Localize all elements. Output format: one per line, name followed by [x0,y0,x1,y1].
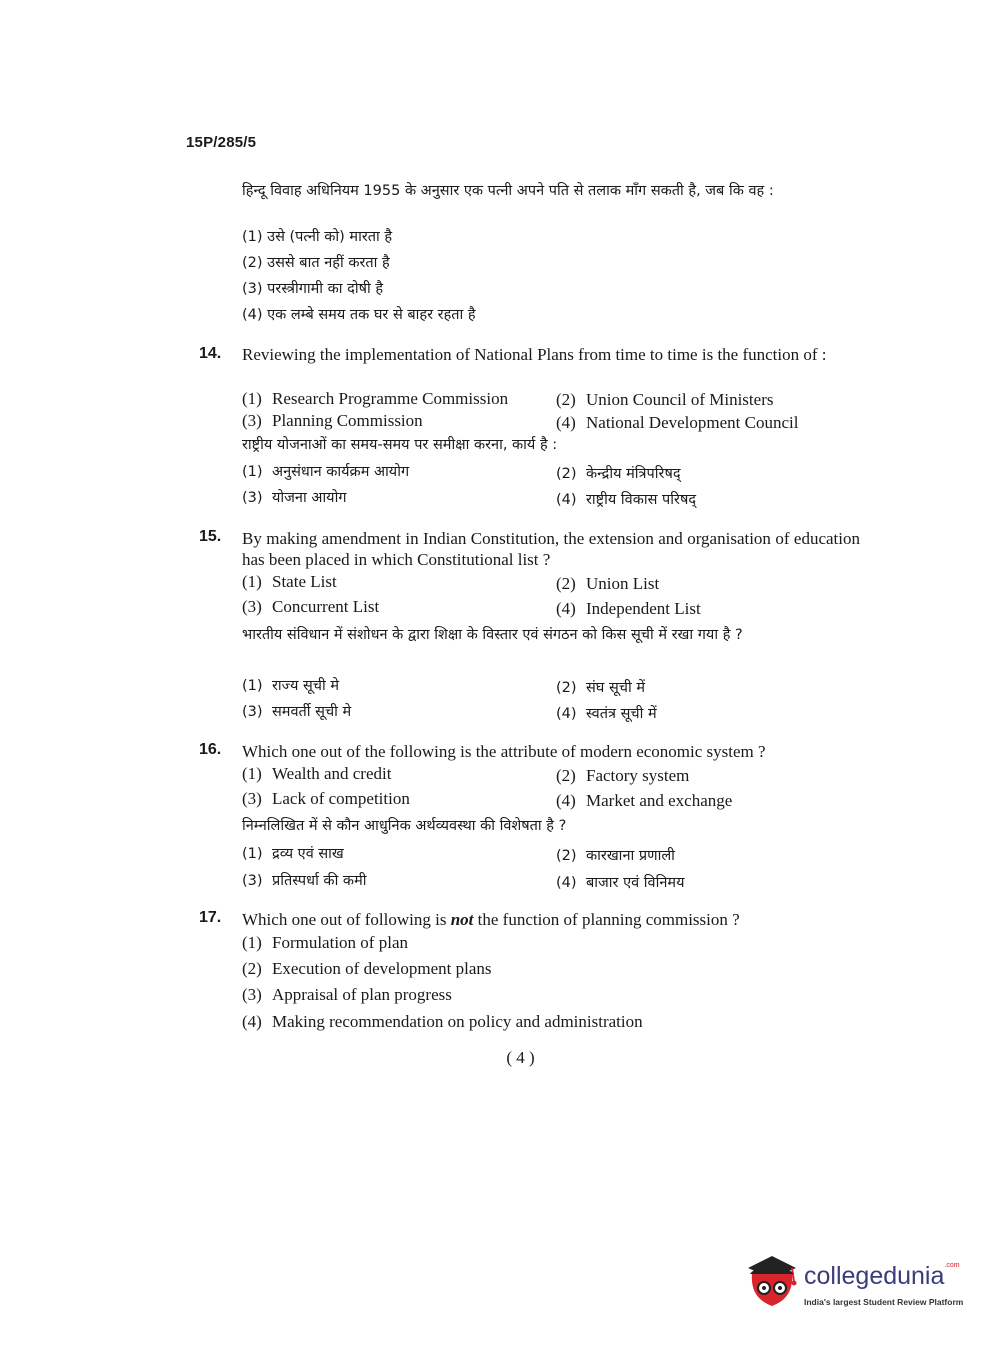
q16-option-3-hindi: (3) प्रतिस्पर्धा की कमी [242,873,367,889]
q16-option-2: (2) Factory system [556,766,690,785]
q15-option-1-hindi: (1) राज्य सूची मे [242,678,340,694]
q15-option-2: (2) Union List [556,574,660,593]
page-number: ( 4 ) [506,1048,535,1067]
q16-option-2-hindi: (2) कारखाना प्रणाली [556,848,675,864]
q14-option-1-hindi: (1) अनुसंधान कार्यक्रम आयोग [242,464,410,480]
q16-option-1-hindi: (1) द्रव्य एवं साख [242,846,344,862]
q15-option-3-hindi: (3) समवर्ती सूची मे [242,704,352,720]
q16-stem-hindi: निम्नलिखित में से कौन आधुनिक अर्थव्यवस्था की विशेषता है ? [242,818,567,834]
brand-name: collegedunia$^{.com}$ [804,1262,960,1290]
q14-number: 14. [199,345,222,362]
q13-stem-hindi: हिन्दू विवाह अधिनियम 1955 के अनुसार एक पत्नी अपने पति से तलाक माँग सकती है, जब कि वह : [242,183,774,199]
q15-stem: By making amendment in Indian Constitution, the extension and organisation of education has been placed in which Constitutional list ? [242,529,860,569]
q16-option-3: (3) Lack of competition [242,789,410,808]
q16-number: 16. [199,741,222,758]
q16-option-1: (1) Wealth and credit [242,764,392,783]
q15-option-1: (1) State List [242,572,337,591]
q16-option-4-hindi: (4) बाजार एवं विनिमय [556,875,685,891]
q13-option-4-hindi: (4) एक लम्बे समय तक घर से बाहर रहता है [242,307,476,323]
q14-option-4: (4) National Development Council [556,413,799,432]
mascot-icon [742,1250,802,1312]
q15-option-4: (4) Independent List [556,599,701,618]
q17-option-3: (3) Appraisal of plan progress [242,985,452,1004]
q16-option-4: (4) Market and exchange [556,791,733,810]
q14-option-2: (2) Union Council of Ministers [556,390,774,409]
q15-option-4-hindi: (4) स्वतंत्र सूची में [556,706,657,722]
q17-option-1: (1) Formulation of plan [242,933,408,952]
q13-option-2-hindi: (2) उससे बात नहीं करता है [242,255,390,271]
q14-option-4-hindi: (4) राष्ट्रीय विकास परिषद् [556,492,697,508]
q14-stem-hindi: राष्ट्रीय योजनाओं का समय-समय पर समीक्षा करना, कार्य है : [242,437,558,453]
collegedunia-watermark [742,1250,972,1320]
q17-stem: Which one out of following is not the function of planning commission ? [242,910,740,929]
q14-option-3-hindi: (3) योजना आयोग [242,490,347,506]
q14-option-1: (1) Research Programme Commission [242,389,509,408]
q15-stem-hindi: भारतीय संविधान में संशोधन के द्वारा शिक्षा के विस्तार एवं संगठन को किस सूची में रखा गया है ? [242,627,743,643]
q15-option-3: (3) Concurrent List [242,597,380,616]
q17-option-4: (4) Making recommendation on policy and administration [242,1012,643,1031]
brand-tagline: India's largest Student Review Platform [804,1297,964,1307]
paper-code: 15P/285/5 [186,134,257,151]
q13-option-1-hindi: (1) उसे (पत्नी को) मारता है [242,229,393,245]
q17-option-2: (2) Execution of development plans [242,959,492,978]
q15-number: 15. [199,528,222,545]
q14-stem: Reviewing the implementation of National Plans from time to time is the function of : [242,345,827,364]
q13-option-3-hindi: (3) परस्त्रीगामी का दोषी है [242,281,384,297]
q14-option-2-hindi: (2) केन्द्रीय मंत्रिपरिषद् [556,466,681,482]
q15-option-2-hindi: (2) संघ सूची में [556,680,646,696]
q14-option-3: (3) Planning Commission [242,411,423,430]
q17-number: 17. [199,909,222,926]
q16-stem: Which one out of the following is the attribute of modern economic system ? [242,742,766,761]
